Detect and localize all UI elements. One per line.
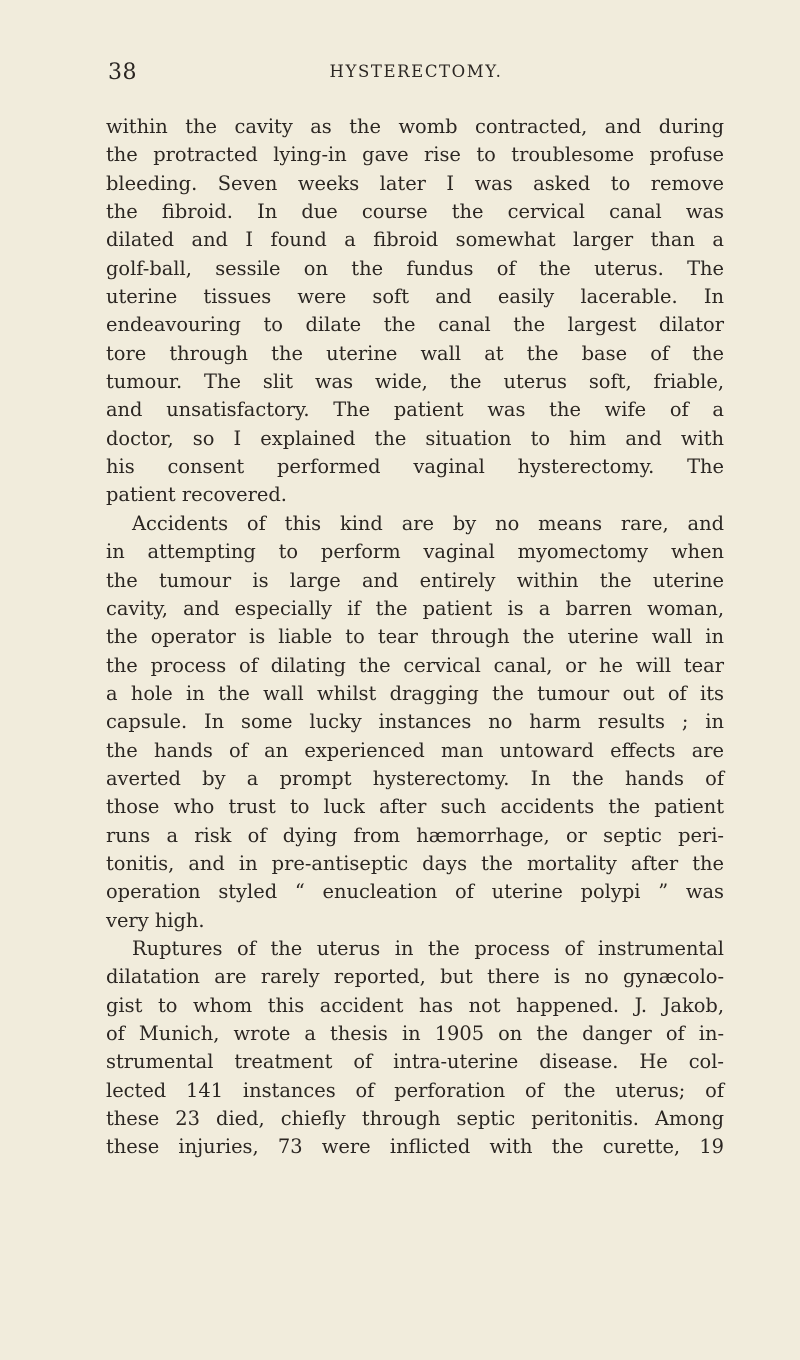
text-line: the process of dilating the cervical canal, or he will tear (106, 653, 724, 677)
text-line: lected 141 instances of perforation of the uterus; of (106, 1078, 724, 1102)
text-line: within the cavity as the womb contracted, and during (106, 115, 724, 138)
text-line: of Munich, wrote a thesis in 1905 on the danger of in- (106, 1022, 724, 1045)
running-head (108, 60, 724, 88)
text-line: strumental treatment of intra-uterine disease. He col- (106, 1050, 724, 1074)
text-line: endeavouring to dilate the canal the largest dilator (106, 313, 724, 337)
text-line: and unsatisfactory. The patient was the wife of a (106, 398, 724, 422)
running-title: HYSTERECTOMY. (329, 62, 503, 81)
text-line: averted by a prompt hysterectomy. In the hands of (106, 766, 724, 790)
text-line: a hole in the wall whilst dragging the tumour out of its (106, 681, 724, 705)
text-line: tumour. The slit was wide, the uterus soft, friable, (106, 370, 724, 394)
text-line: capsule. In some lucky instances no harm results ; in (106, 710, 724, 734)
text-line: those who trust to luck after such accidents the patient (106, 795, 724, 819)
text-line: runs a risk of dying from hæmorrhage, or septic peri- (106, 823, 724, 847)
text-line: the operator is liable to tear through the uterine wall in (106, 625, 724, 649)
text-line: doctor, so I explained the situation to him and with (106, 426, 724, 450)
text-line: the protracted lying-in gave rise to troublesome profuse (106, 143, 724, 167)
text-line: very high. (106, 908, 205, 932)
text-line: in attempting to perform vaginal myomectomy when (106, 540, 724, 564)
text-line: these injuries, 73 were inflicted with the curette, 19 (106, 1135, 724, 1159)
text-line: his consent performed vaginal hysterectomy. The (106, 455, 724, 479)
text-line: these 23 died, chiefly through septic peritonitis. Among (106, 1107, 724, 1131)
text-line: cavity, and especially if the patient is a barren woman, (106, 596, 724, 620)
text-line: tonitis, and in pre-antiseptic days the mortality after the (106, 851, 724, 875)
text-line: dilated and I found a fibroid somewhat larger than a (106, 228, 724, 252)
text-line: bleeding. Seven weeks later I was asked to remove (106, 171, 724, 195)
text-line: the hands of an experienced man untoward effects are (106, 738, 724, 762)
text-line: tore through the uterine wall at the base of the (106, 341, 724, 365)
text-line: Accidents of this kind are by no means rare, and (132, 511, 724, 535)
text-line: dilatation are rarely reported, but there is no gynæcolo- (106, 965, 724, 989)
body-text (106, 113, 724, 1162)
text-line: the tumour is large and entirely within the uterine (106, 568, 724, 592)
text-line: gist to whom this accident has not happened. J. Jakob, (106, 993, 724, 1017)
page-number: 38 (108, 60, 137, 85)
text-line: Ruptures of the uterus in the process of instrumental (132, 936, 724, 960)
text-line: uterine tissues were soft and easily lacerable. In (106, 285, 724, 309)
text-line: patient recovered. (106, 483, 287, 507)
text-line: operation styled “ enucleation of uterine polypi ” was (106, 880, 724, 904)
text-line: golf-ball, sessile on the fundus of the uterus. The (106, 256, 724, 280)
text-line: the fibroid. In due course the cervical canal was (106, 200, 724, 224)
